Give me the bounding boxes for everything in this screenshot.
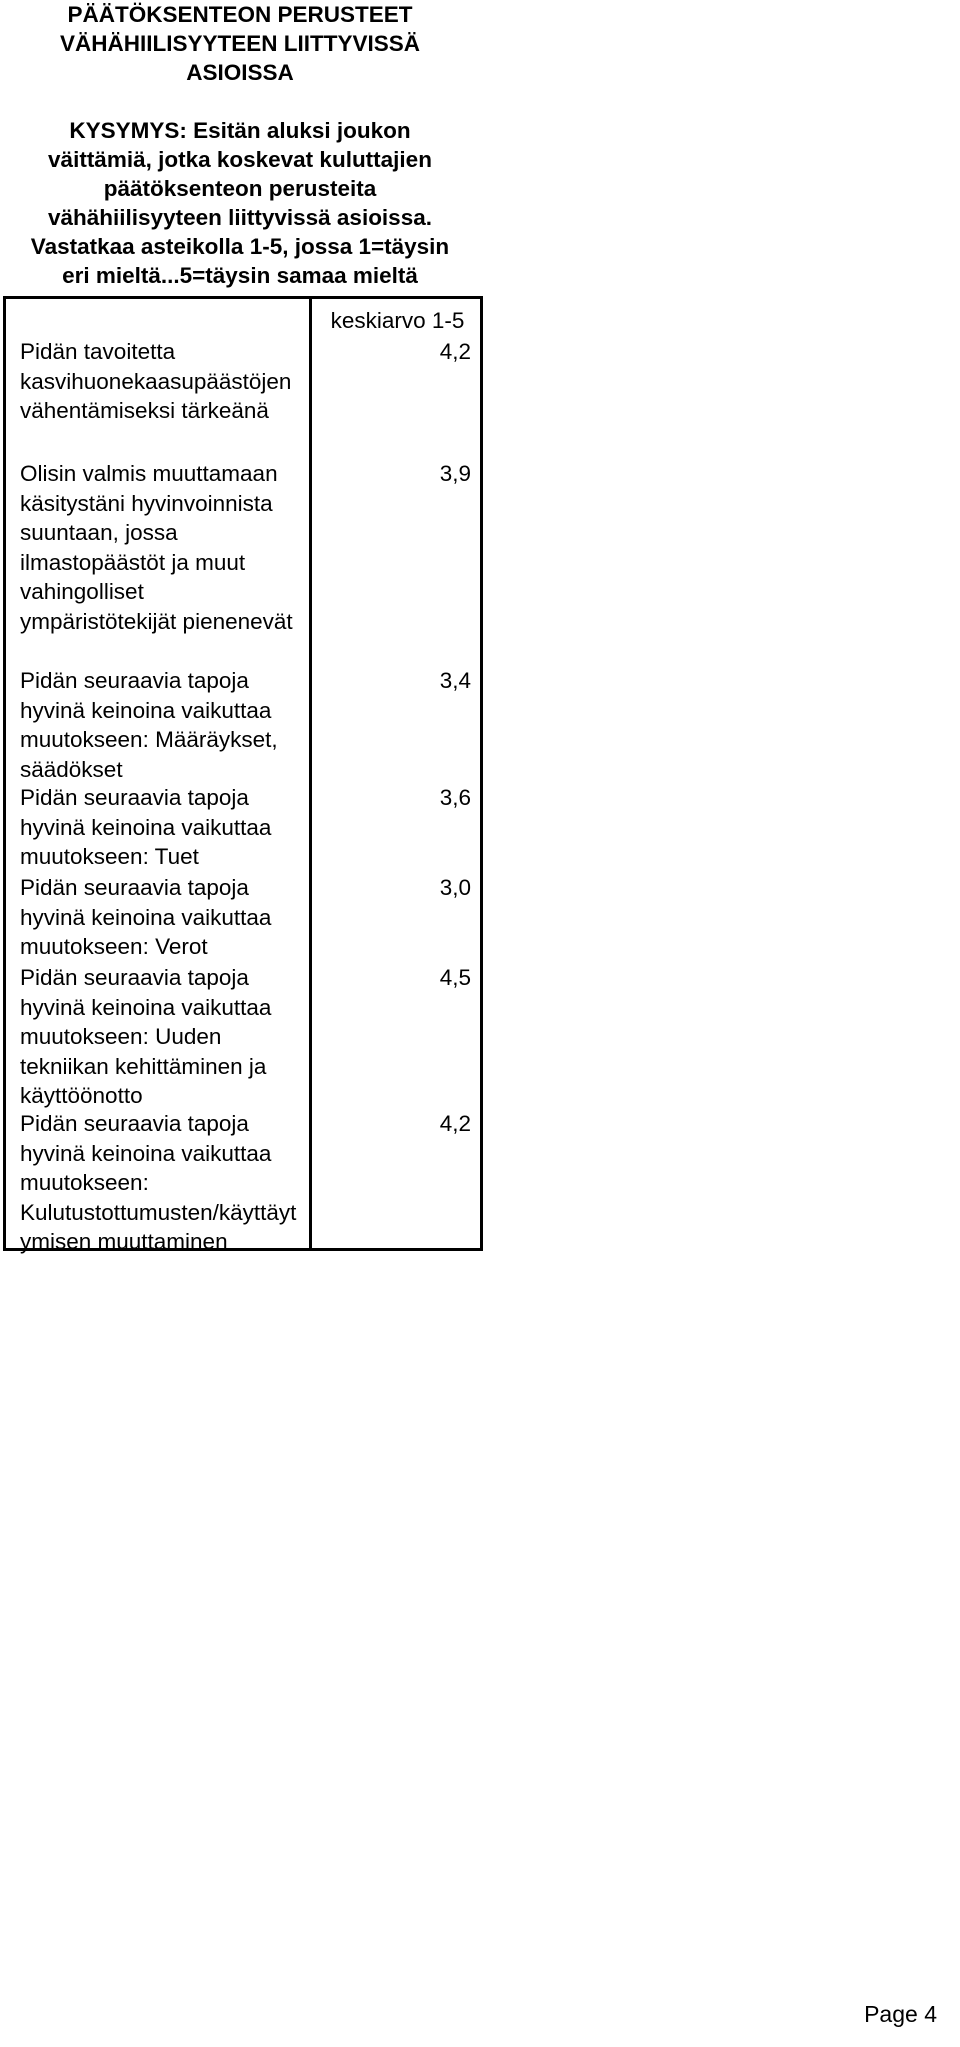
row-label-line: hyvinä keinoina vaikuttaa [20,904,272,930]
row-label-line: Pidän seuraavia tapoja [20,965,249,990]
page-number: Page 4 [864,2001,937,2027]
row-label [20,337,310,426]
row-label-line: hyvinä keinoina vaikuttaa [20,697,272,723]
row-value: 3,6 [439,785,471,810]
row-value: 3,0 [439,875,471,900]
question-line: Vastatkaa asteikolla 1-5, jossa 1=täysin [30,234,450,259]
row-value: 3,4 [439,668,471,693]
column-header-mean: keskiarvo 1-5 [330,308,465,333]
report-title [0,0,480,87]
row-label-line: käsitystäni hyvinvoinnista [20,490,273,516]
row-label-line: hyvinä keinoina vaikuttaa [20,994,272,1020]
row-value: 4,2 [439,1111,471,1136]
row-label-line: vahingolliset [20,579,144,604]
row-label-line: ymisen muuttaminen [20,1229,228,1254]
title-line: VÄHÄHIILISYYTEEN LIITTYVISSÄ [59,31,421,56]
row-label [20,459,310,636]
row-label-line: säädökset [20,756,123,782]
row-label [20,783,310,872]
question-line: vähähiilisyyteen liittyvissä asioissa. [48,205,432,230]
row-label-line: Pidän seuraavia tapoja [20,668,249,693]
question-line: eri mieltä...5=täysin samaa mieltä [62,263,418,288]
row-label [20,1109,310,1257]
row-label-line: hyvinä keinoina vaikuttaa [20,1140,272,1166]
row-label-line: Pidän seuraavia tapoja [20,875,249,900]
row-label-line: kasvihuonekaasupäästöjen [20,368,292,394]
row-label-line: muutokseen: Määräykset, [20,727,278,752]
row-label-line: Kulutustottumusten/käyttäyt [20,1199,297,1225]
row-label-line: Pidän tavoitetta [20,339,176,364]
row-label-line: muutokseen: Uuden [20,1024,222,1049]
question-line: päätöksenteon perusteita [103,176,377,201]
row-label-line: tekniikan kehittäminen ja [20,1053,267,1079]
title-line: ASIOISSA [186,60,294,85]
question-text [0,116,480,290]
row-label-line: vähentämiseksi tärkeänä [20,398,269,423]
row-label-line: muutokseen: Verot [20,934,208,959]
row-value: 4,5 [439,965,471,990]
row-label-line: muutokseen: [20,1170,149,1195]
results-table [3,296,483,1254]
row-label-line: ympäristötekijät pienenevät [20,608,293,634]
row-label [20,963,310,1111]
question-line: väittämiä, jotka koskevat kuluttajien [48,147,432,172]
title-line: PÄÄTÖKSENTEON PERUSTEET [67,2,413,27]
row-value: 4,2 [439,339,471,364]
row-label [20,873,310,962]
row-label [20,666,310,784]
row-label-line: Olisin valmis muuttamaan [20,461,278,486]
row-label-line: käyttöönotto [20,1083,143,1108]
row-label-line: ilmastopäästöt ja muut [20,549,246,575]
row-label-line: hyvinä keinoina vaikuttaa [20,814,272,840]
question-line: KYSYMYS: Esitän aluksi joukon [69,118,411,143]
row-value: 3,9 [439,461,471,486]
row-label-line: Pidän seuraavia tapoja [20,1111,249,1136]
row-label-line: suuntaan, jossa [20,520,178,545]
row-label-line: muutokseen: Tuet [20,844,199,869]
row-label-line: Pidän seuraavia tapoja [20,785,249,810]
